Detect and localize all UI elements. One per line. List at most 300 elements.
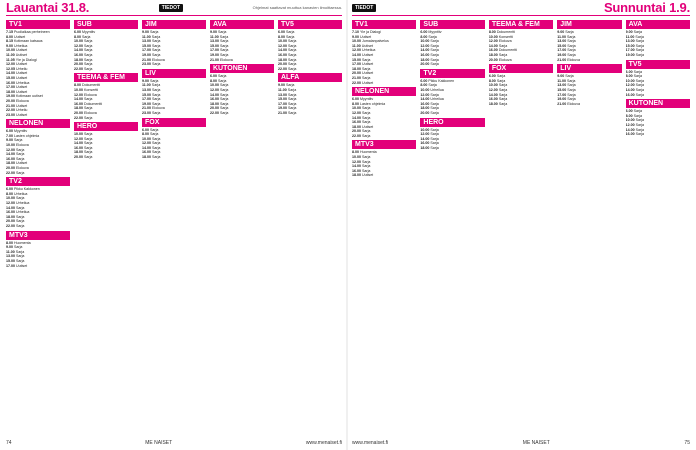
page-gutter xyxy=(346,0,348,450)
program-time: 14.00 xyxy=(74,141,84,146)
program-time: 6.00 xyxy=(352,97,360,102)
program-time: 23.00 xyxy=(142,62,152,67)
program-title: Elokuva xyxy=(16,166,29,171)
program-title: Sarja xyxy=(635,39,645,44)
program-time: 21.00 xyxy=(142,106,152,111)
program-time: 9.00 xyxy=(557,30,566,34)
program-title: Urheilua xyxy=(362,48,376,53)
program-title: Konsertti xyxy=(498,34,513,39)
program-time: 23.00 xyxy=(142,110,152,115)
program-time: 16.00 xyxy=(142,150,152,155)
program-time: 9.00 xyxy=(625,30,634,34)
program-time: 12.00 xyxy=(625,83,636,88)
program-time: 11.00 xyxy=(557,34,568,39)
program-title: Sarja xyxy=(220,106,229,111)
program-time: 19.00 xyxy=(625,52,636,57)
program-time: 14.00 xyxy=(420,136,431,141)
program-title: Sarja xyxy=(635,48,645,53)
program-row xyxy=(278,67,342,72)
program-title: Sarja xyxy=(430,141,439,146)
program-time: 16.00 xyxy=(74,101,84,106)
program-time: 14.00 xyxy=(210,92,220,97)
program-time: 16.00 xyxy=(420,101,431,106)
program-title: Sarja xyxy=(567,92,576,97)
channel-header: AVA xyxy=(210,20,274,29)
program-time: 15.00 xyxy=(6,258,16,263)
program-time: 14.00 xyxy=(74,97,84,102)
program-time: 8.00 xyxy=(420,83,429,88)
program-title: Sarja xyxy=(430,106,439,111)
program-title: Sarja xyxy=(152,136,161,141)
program-time: 14.00 xyxy=(278,48,288,53)
program-title: Uutiset xyxy=(361,43,373,48)
program-title: Sarja xyxy=(152,150,161,155)
program-title: Konsertti xyxy=(84,87,99,92)
program-time: 15.00 xyxy=(557,87,568,92)
program-title: Sarja xyxy=(430,92,439,97)
program-time: 22.00 xyxy=(74,115,84,120)
program-title: Sarja xyxy=(362,168,371,173)
channel-header: LIV xyxy=(557,64,621,73)
program-time: 15.00 xyxy=(142,92,152,97)
channel-header: TV5 xyxy=(626,60,690,69)
header-rule-left xyxy=(6,15,342,16)
program-time: 13.00 xyxy=(625,39,636,44)
program-title: Uutiset xyxy=(362,52,374,57)
program-title: Elokuva xyxy=(16,98,29,103)
program-time: 21.00 xyxy=(557,101,568,106)
program-time: 8.00 xyxy=(488,78,497,83)
program-title: Sarja xyxy=(84,62,93,67)
program-time: 10.00 xyxy=(420,127,431,132)
info-badge: TIEDOT xyxy=(159,4,183,12)
program-time: 8.00 xyxy=(6,191,14,196)
program-title: Sarja xyxy=(151,83,161,88)
program-title: Sarja xyxy=(362,129,371,134)
program-title: Sarja xyxy=(286,30,295,34)
program-title: Sarja xyxy=(152,39,161,44)
program-row xyxy=(489,58,553,63)
program-time: 11.00 xyxy=(142,34,152,39)
program-time: 16.00 xyxy=(6,156,16,161)
program-title: Sarja xyxy=(150,132,159,137)
program-title: Jumalanpalvelus xyxy=(362,39,389,44)
program-row xyxy=(6,113,70,118)
program-time: 12.00 xyxy=(352,110,362,115)
program-time: 19.00 xyxy=(6,94,16,99)
program-title: Sarja xyxy=(288,110,297,115)
program-title: Uutiset xyxy=(360,34,372,39)
program-title: Uutiset xyxy=(362,124,374,129)
program-time: 17.00 xyxy=(557,48,568,53)
right-page-columns xyxy=(352,18,690,436)
program-time: 14.00 xyxy=(420,48,431,53)
program-time: 9.00 xyxy=(142,78,150,83)
program-time: 6.00 xyxy=(6,187,14,192)
program-title: Sarja xyxy=(430,145,439,150)
program-time: 15.00 xyxy=(352,57,362,62)
program-title: Sarja xyxy=(152,92,161,97)
program-title: Sarja xyxy=(84,48,93,53)
program-title: Yle ja Dialogi xyxy=(360,30,381,34)
program-row xyxy=(352,173,416,178)
program-title: Sarja xyxy=(16,214,25,219)
program-time: 9.00 xyxy=(6,138,14,143)
program-time: 14.00 xyxy=(142,145,152,150)
channel-header: SUB xyxy=(420,20,484,29)
program-title: Uutiset xyxy=(16,89,28,94)
day-title-sunday: Sunnuntai 1.9. xyxy=(603,0,690,15)
program-time: 12.00 xyxy=(488,39,499,44)
program-time: 14.00 xyxy=(352,115,362,120)
program-title: Sarja xyxy=(16,205,25,210)
program-title: Sarja xyxy=(152,141,161,146)
program-time: 8.00 xyxy=(420,34,429,39)
program-time: 20.00 xyxy=(6,98,16,103)
channel-header: TV2 xyxy=(6,177,70,186)
program-title: Sarja xyxy=(152,62,161,67)
program-title: Elokuva xyxy=(498,57,512,62)
channel-header: MTV3 xyxy=(352,140,416,149)
program-time: 8.00 xyxy=(625,74,634,79)
program-title: Elokuva xyxy=(152,106,165,111)
program-time: 11.00 xyxy=(557,78,568,83)
program-time: 12.00 xyxy=(142,141,152,146)
program-title: Sarja xyxy=(288,92,297,97)
program-title: Huomenta xyxy=(14,240,31,245)
program-row xyxy=(74,116,138,121)
program-time: 20.00 xyxy=(74,62,84,67)
program-time: 8.00 xyxy=(142,132,150,137)
program-title: Sarja xyxy=(82,34,91,39)
program-title: Sarja xyxy=(84,145,93,150)
program-title: Sarja xyxy=(152,145,161,150)
program-time: 14.00 xyxy=(6,205,16,210)
channel-header: NELONEN xyxy=(6,119,70,128)
program-title: Lasten ohjelmia xyxy=(14,133,40,138)
program-time: 16.00 xyxy=(278,52,288,57)
program-time: 10.00 xyxy=(625,118,636,123)
program-title: Uutiset xyxy=(16,62,28,67)
program-row xyxy=(6,171,70,176)
program-time: 18.00 xyxy=(488,101,499,106)
program-time: 11.00 xyxy=(210,34,220,39)
program-time: 8.00 xyxy=(352,101,360,106)
program-time: 15.00 xyxy=(557,43,568,48)
program-row xyxy=(557,102,621,107)
program-title: Sarja xyxy=(16,258,25,263)
program-row xyxy=(420,111,484,116)
program-time: 21.00 xyxy=(142,57,152,62)
program-time: 12.05 xyxy=(6,66,16,71)
program-time: 13.00 xyxy=(142,39,152,44)
program-title: Sarja xyxy=(498,83,508,88)
program-title: Sarja xyxy=(220,101,229,106)
program-time: 20.00 xyxy=(6,219,16,224)
program-time: 18.00 xyxy=(420,145,431,150)
program-title: Sarja xyxy=(430,48,439,53)
program-time: 19.00 xyxy=(142,101,152,106)
program-time: 7.15 xyxy=(6,30,14,34)
program-time: 14.00 xyxy=(352,164,362,169)
program-title: Sarja xyxy=(152,101,161,106)
program-time: 18.00 xyxy=(352,173,362,178)
program-row xyxy=(142,62,206,67)
program-time: 16.00 xyxy=(6,210,16,215)
program-title: Puoliaikaa perheineen xyxy=(14,30,50,34)
program-time: 20.00 xyxy=(74,155,84,160)
program-time: 17.00 xyxy=(352,62,362,67)
channel-header: ALFA xyxy=(278,73,342,82)
program-time: 12.00 xyxy=(6,62,16,67)
program-title: Sarja xyxy=(220,83,229,88)
program-time: 14.00 xyxy=(625,127,636,132)
program-title: Sarja xyxy=(362,164,371,169)
program-title: Sarja xyxy=(362,120,371,125)
program-title: Elokuva xyxy=(152,57,165,62)
program-time: 12.00 xyxy=(210,87,220,92)
program-time: 16.00 xyxy=(352,168,362,173)
program-time: 6.00 xyxy=(625,109,634,114)
program-title: Urheilu xyxy=(16,108,28,113)
program-time: 9.00 xyxy=(6,245,14,250)
program-title: Elokuva xyxy=(498,39,512,44)
program-title: Sarja xyxy=(218,74,227,79)
program-title: Sarja xyxy=(362,155,371,160)
channel-header: TV5 xyxy=(278,20,342,29)
listing-column xyxy=(557,18,621,436)
program-title: Dokumentti xyxy=(84,101,103,106)
program-time: 21.00 xyxy=(6,103,16,108)
program-title: Sarja xyxy=(362,106,371,111)
program-time: 8.00 xyxy=(625,113,634,118)
left-page-footer xyxy=(6,438,342,448)
program-title: Sarja xyxy=(219,34,229,39)
program-time: 9.00 xyxy=(278,83,286,88)
page-number-right: 75 xyxy=(684,440,690,446)
program-title: Uutiset xyxy=(16,112,28,117)
program-title: Sarja xyxy=(288,43,297,48)
program-title: Sarja xyxy=(633,69,643,74)
program-title: Sarja xyxy=(362,75,371,80)
program-time: 22.00 xyxy=(352,80,362,85)
program-time: 21.00 xyxy=(278,110,288,115)
program-row xyxy=(626,132,690,137)
magazine-name-left: ME NAISET xyxy=(145,440,173,446)
program-title: Sarja xyxy=(152,48,161,53)
program-title: Sarja xyxy=(635,92,645,97)
program-title: Sarja xyxy=(635,43,645,48)
program-title: Sarja xyxy=(152,155,161,160)
program-title: Elokuva xyxy=(567,57,581,62)
program-title: Yle ja Dialogi xyxy=(15,57,37,62)
program-title: Uutiset xyxy=(362,62,374,67)
program-time: 11.00 xyxy=(278,87,288,92)
program-time: 10.00 xyxy=(74,132,84,137)
listing-column xyxy=(210,18,274,436)
program-time: 16.00 xyxy=(625,92,636,97)
program-time: 12.00 xyxy=(352,48,362,53)
program-title: Sarja xyxy=(567,52,576,57)
program-time: 21.00 xyxy=(210,57,220,62)
channel-header: TV2 xyxy=(420,69,484,78)
program-title: Uutiset xyxy=(16,71,28,76)
program-title: Sarja xyxy=(84,155,93,160)
program-title: Sarja xyxy=(288,57,297,62)
program-time: 13.00 xyxy=(142,87,152,92)
program-time: 19.00 xyxy=(557,52,568,57)
program-title: Sarja xyxy=(567,48,576,53)
program-title: Sarja xyxy=(362,57,371,62)
program-time: 20.00 xyxy=(420,110,431,115)
channel-header: HERO xyxy=(74,122,138,131)
program-time: 15.00 xyxy=(210,43,220,48)
program-title: Elokuva xyxy=(84,110,97,115)
listing-column xyxy=(352,18,416,436)
program-title: Sarja xyxy=(220,48,229,53)
program-time: 19.00 xyxy=(557,97,568,102)
program-title: Sarja xyxy=(567,87,576,92)
program-title: Uutiset xyxy=(14,34,26,39)
program-title: Sarja xyxy=(287,87,297,92)
program-row xyxy=(626,53,690,58)
header-rule-right xyxy=(352,15,690,16)
program-time: 18.00 xyxy=(352,66,362,71)
program-title: Sarja xyxy=(152,110,161,115)
program-title: Sarja xyxy=(84,39,93,44)
program-title: Sarja xyxy=(567,39,576,44)
program-title: Uutiset xyxy=(16,48,28,53)
program-time: 20.00 xyxy=(352,71,362,76)
program-title: Sarja xyxy=(218,30,227,34)
program-title: Sarja xyxy=(428,83,437,88)
program-title: Sarja xyxy=(362,115,371,120)
program-title: Elokuva xyxy=(16,143,29,148)
program-title: Pikku Kakkonen xyxy=(428,78,455,83)
program-time: 10.00 xyxy=(420,87,431,92)
program-title: Sarja xyxy=(288,52,297,57)
program-time: 16.00 xyxy=(74,52,84,57)
program-title: Sarja xyxy=(152,87,161,92)
program-time: 18.00 xyxy=(210,101,220,106)
listing-column xyxy=(74,18,138,436)
program-title: Sarja xyxy=(430,136,439,141)
program-title: Sarja xyxy=(498,52,508,57)
program-time: 12.00 xyxy=(420,92,431,97)
program-time: 11.00 xyxy=(6,52,16,57)
program-row xyxy=(278,111,342,116)
program-title: Urheilu xyxy=(16,66,28,71)
program-time: 8.00 xyxy=(74,34,82,39)
website-url-left: www.menaiset.fi xyxy=(305,440,342,446)
program-title: Kotimaan katsaus xyxy=(14,39,43,44)
program-time: 8.00 xyxy=(74,83,82,88)
program-time: 12.00 xyxy=(74,43,84,48)
program-title: Sarja xyxy=(16,219,25,224)
listing-column xyxy=(420,18,484,436)
program-time: 18.00 xyxy=(488,52,499,57)
program-time: 15.00 xyxy=(278,97,288,102)
program-title: Sarja xyxy=(288,106,297,111)
program-time: 23.00 xyxy=(6,112,16,117)
program-time: 19.00 xyxy=(210,52,220,57)
program-title: Sarja xyxy=(498,43,508,48)
program-time: 6.00 xyxy=(625,69,634,74)
program-time: 18.00 xyxy=(74,106,84,111)
program-title: Dokumentti xyxy=(82,83,101,88)
program-title: Sarja xyxy=(430,52,439,57)
program-time: 21.00 xyxy=(557,57,568,62)
program-time: 7.00 xyxy=(6,133,14,138)
program-title: Sarja xyxy=(150,30,159,34)
program-time: 12.00 xyxy=(74,136,84,141)
program-title: Sarja xyxy=(84,43,93,48)
program-title: Sarja xyxy=(498,97,508,102)
program-time: 22.00 xyxy=(6,170,16,175)
program-time: 8.00 xyxy=(210,78,218,83)
program-title: Sarja xyxy=(288,101,297,106)
program-title: Sarja xyxy=(635,132,645,137)
channel-header: NELONEN xyxy=(352,87,416,96)
program-title: Myyntitv xyxy=(14,129,28,134)
program-title: Elokuva xyxy=(567,101,581,106)
program-title: Sarja xyxy=(362,110,371,115)
listing-column xyxy=(6,18,70,436)
program-title: Uutiset xyxy=(16,85,28,90)
program-row xyxy=(352,134,416,139)
program-time: 22.00 xyxy=(6,108,16,113)
program-time: 13.00 xyxy=(210,39,220,44)
program-time: 11.00 xyxy=(6,249,16,254)
program-time: 15.00 xyxy=(625,43,636,48)
program-row xyxy=(420,62,484,67)
program-title: Sarja xyxy=(220,110,229,115)
channel-header: KUTONEN xyxy=(210,64,274,73)
program-time: 14.00 xyxy=(488,43,499,48)
day-title-saturday: Lauantai 31.8. xyxy=(6,0,90,15)
program-title: Sarja xyxy=(14,245,23,250)
program-title: Sarja xyxy=(565,74,574,79)
program-time: 14.00 xyxy=(74,48,84,53)
program-time: 22.00 xyxy=(352,133,362,138)
channel-header: SUB xyxy=(74,20,138,29)
program-time: 10.00 xyxy=(142,136,152,141)
program-time: 6.00 xyxy=(6,129,14,134)
program-title: Sarja xyxy=(362,133,371,138)
program-time: 10.00 xyxy=(6,48,16,53)
program-time: 16.00 xyxy=(488,97,499,102)
program-title: Sarja xyxy=(498,87,508,92)
right-page-header xyxy=(352,0,690,15)
program-time: 14.00 xyxy=(625,87,636,92)
program-title: Sarja xyxy=(635,127,645,132)
program-title: Uutiset xyxy=(16,263,28,268)
program-time: 6.00 xyxy=(142,127,150,132)
program-time: 8.00 xyxy=(488,30,497,34)
program-time: 18.00 xyxy=(352,124,362,129)
program-title: Sarja xyxy=(430,127,439,132)
program-time: 18.00 xyxy=(142,155,152,160)
program-title: Sarja xyxy=(635,122,645,127)
program-time: 17.00 xyxy=(6,85,16,90)
program-row xyxy=(6,264,70,269)
program-time: 22.00 xyxy=(74,66,84,71)
channel-header: TEEMA & FEM xyxy=(489,20,553,29)
program-title: Sarja xyxy=(14,138,23,143)
program-title: Sarja xyxy=(430,110,439,115)
program-title: Sarja xyxy=(430,43,439,48)
program-row xyxy=(142,155,206,160)
